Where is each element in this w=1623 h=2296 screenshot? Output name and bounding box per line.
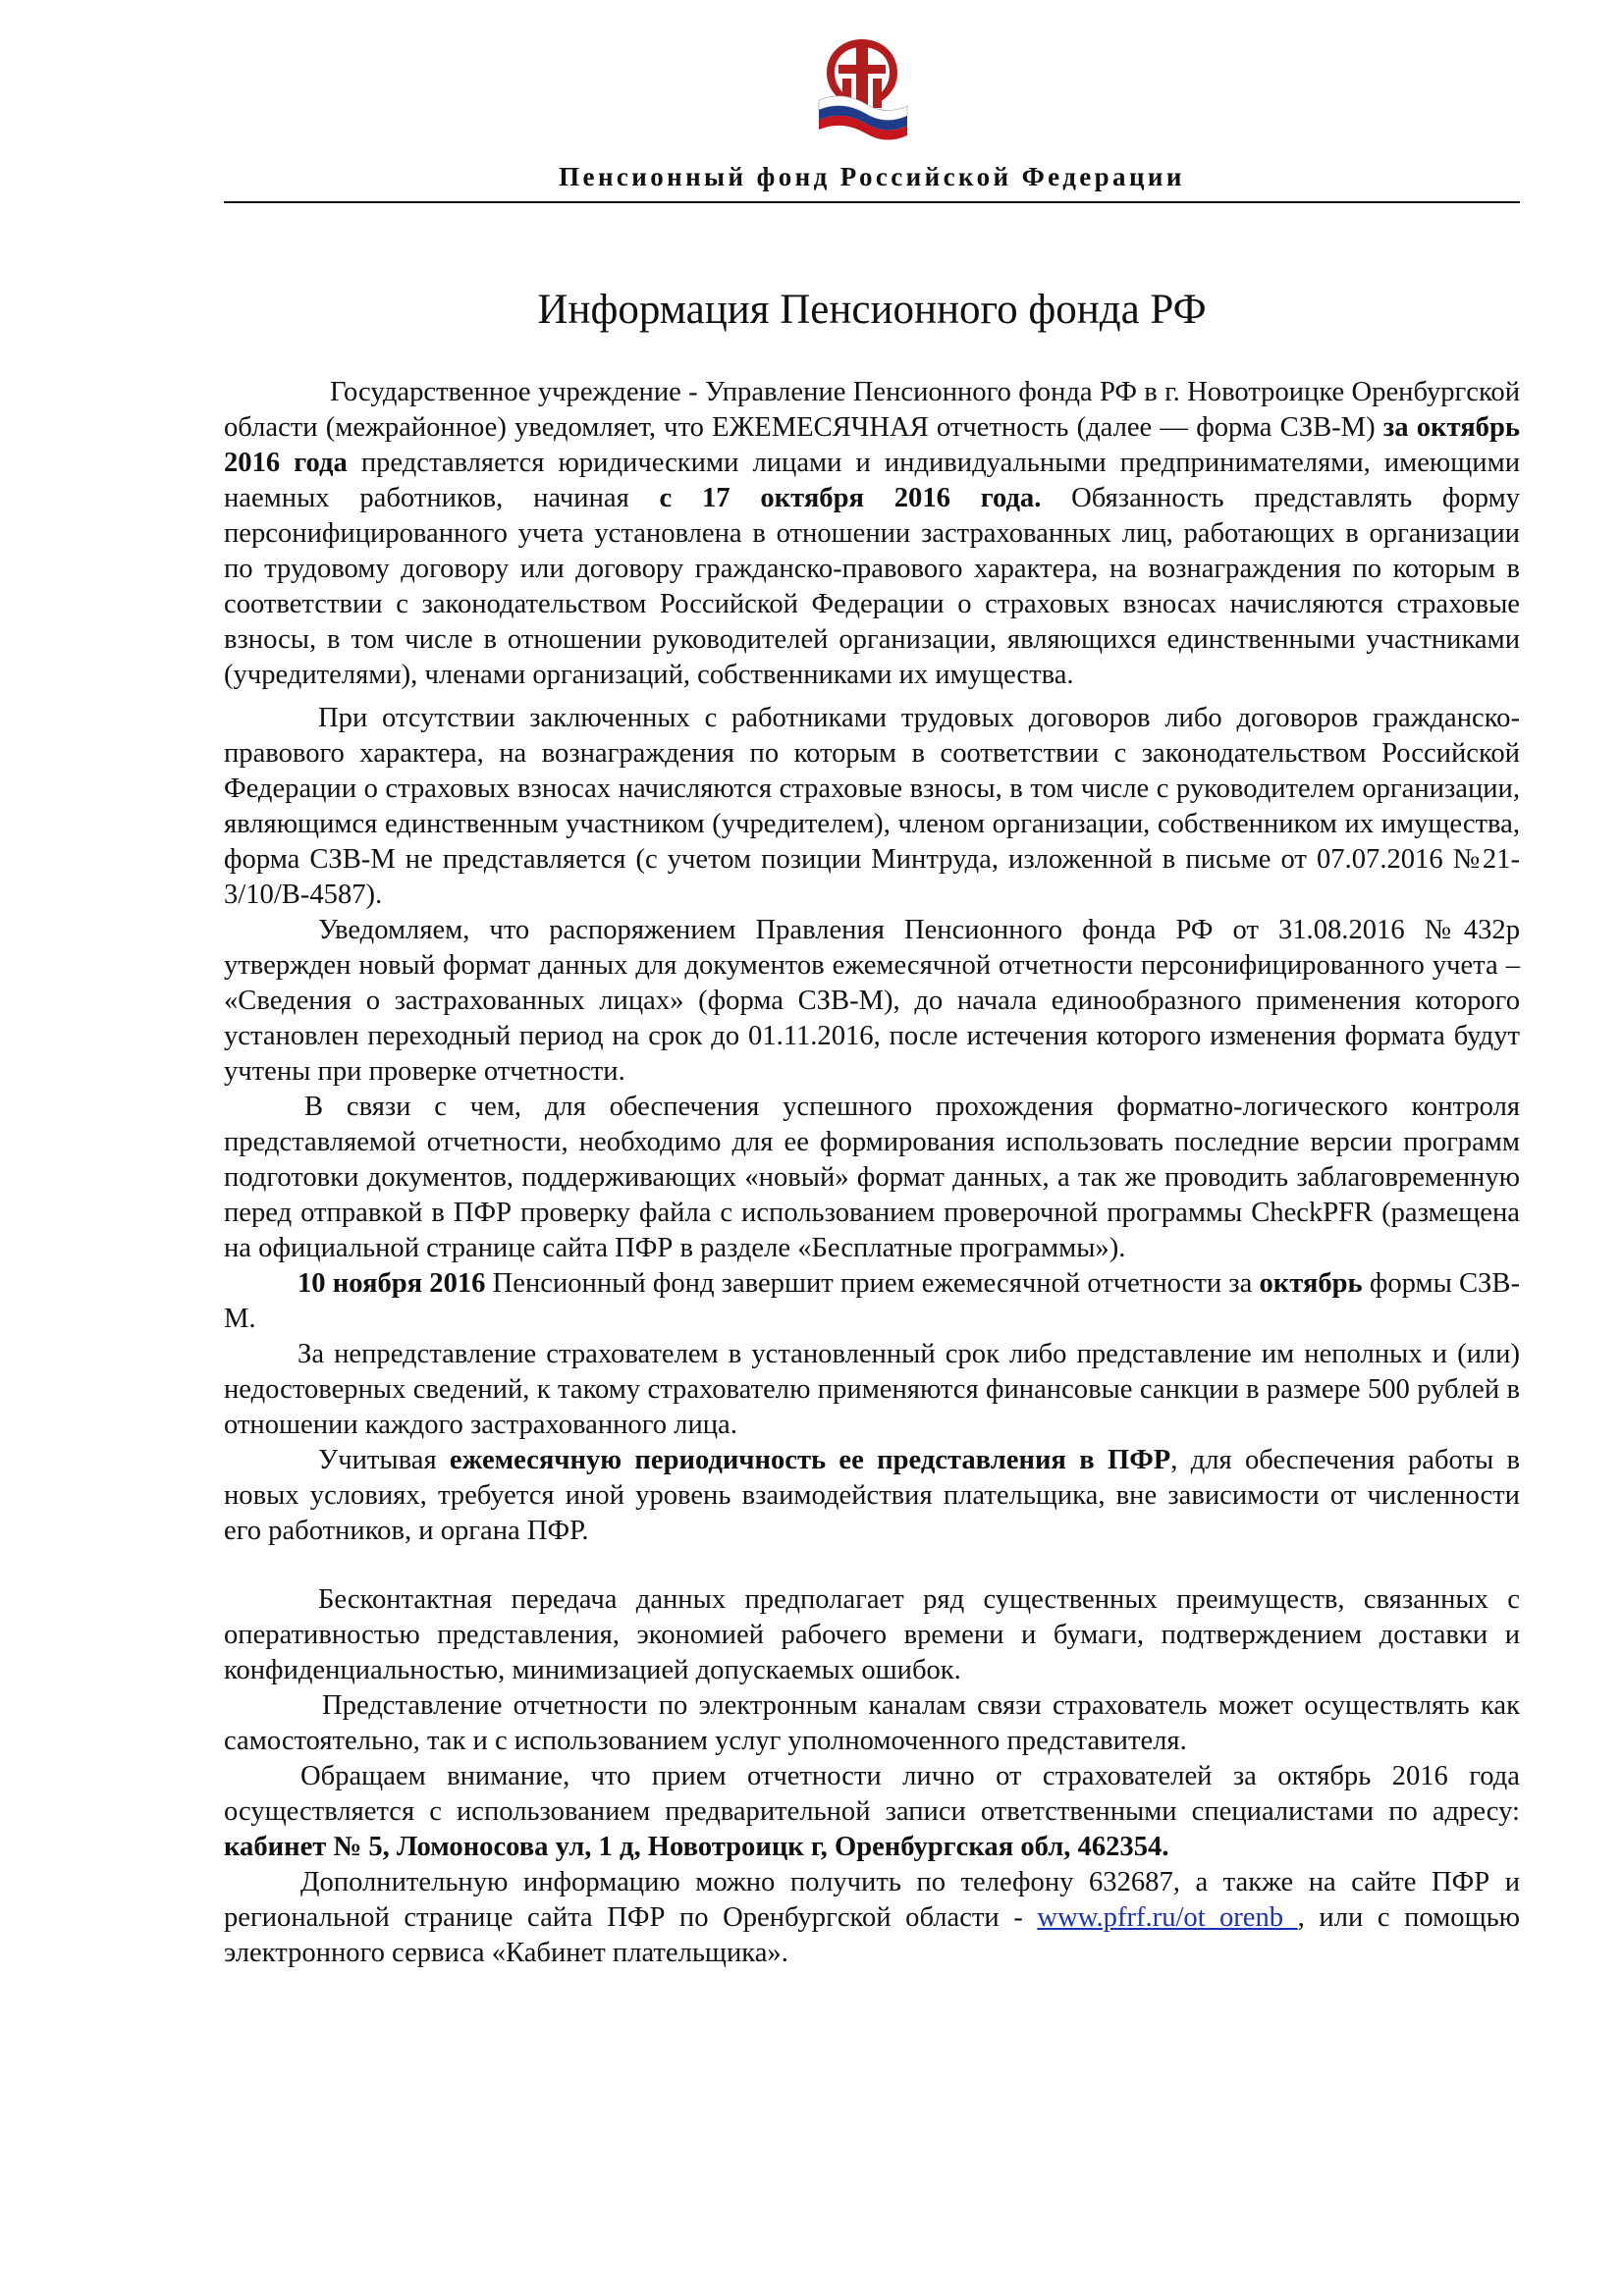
header-divider xyxy=(224,201,1520,203)
paragraph-9: Представление отчетности по электронным каналам связи страхователь может осуществлять как самостоятельно, так и с использованием услуг уполномоченного представителя. xyxy=(224,1690,1520,1756)
paragraph-4: В связи с чем, для обеспечения успешного прохождения форматно-логического контроля представляемой отчетности, необходимо для ее формирования использовать последние версии программ подготовки документов, поддерживающих «новый» формат данных, а так же проводить заблаговременную перед отправкой в ПФР проверку файла с использованием проверочной программы CheckPFR (размещена на официальной странице сайта ПФР в разделе «Бесплатные программы»). xyxy=(224,1092,1520,1263)
paragraph-10: Обращаем внимание, что прием отчетности лично от страхователей за октябрь 2016 года осуществляется с использованием предварительной записи ответственными специалистами по адресу: кабинет № 5, Ломоносова ул, 1 д, Новотроицк г, Оренбургская обл, 462354. xyxy=(224,1761,1520,1862)
organization-name: Пенсионный фонд Российской Федерации xyxy=(559,162,1185,191)
pfr-region-link[interactable]: www.pfrf.ru/ot_orenb xyxy=(1037,1902,1298,1933)
paragraph-1: Государственное учреждение - Управление Пенсионного фонда РФ в г. Новотроицке Оренбургской области (межрайонное) уведомляет, что ЕЖЕМЕСЯЧНАЯ отчетность (далее — форма СЗВ-М) за октябрь 2016 года представляется юридическими лицами и индивидуальными предпринимателями, имеющими наемных работников, начиная с 17 октября 2016 года. Обязанность представлять форму персонифицированного учета установлена в отношении застрахованных лиц, работающих в организации по трудовому договору или договору гражданско-правового характера, на вознаграждения по которым в соответствии с законодательством Российской Федерации о страховых взносах начисляются страховые взносы, в том числе в отношении руководителей организации, являющихся единственными участниками (учредителями), членами организаций, собственниками их имущества. xyxy=(224,377,1520,690)
paragraph-6: За непредставление страхователем в установленный срок либо представление им неполных и (или) недостоверных сведений, к такому страхователю применяются финансовые санкции в размере 500 рублей в отношении каждого застрахованного лица. xyxy=(224,1339,1520,1440)
pfr-logo-icon xyxy=(813,35,911,143)
document-title: Информация Пенсионного фонда РФ xyxy=(537,286,1207,333)
paragraph-5: 10 ноября 2016 Пенсионный фонд завершит прием ежемесячной отчетности за октябрь формы СЗВ-М. xyxy=(224,1268,1520,1334)
document-body xyxy=(224,375,1520,1971)
paragraph-7: Учитывая ежемесячную периодичность ее представления в ПФР, для обеспечения работы в новых условиях, требуется иной уровень взаимодействия плательщика, вне зависимости от численности его работников, и органа ПФР. xyxy=(224,1445,1520,1546)
paragraph-8: Бесконтактная передача данных предполагает ряд существенных преимуществ, связанных с оперативностью представления, экономией рабочего времени и бумаги, подтверждением доставки и конфиденциальностью, минимизацией допускаемых ошибок. xyxy=(224,1584,1520,1685)
paragraph-3: Уведомляем, что распоряжением Правления Пенсионного фонда РФ от 31.08.2016 №432р утвержден новый формат данных для документов ежемесячной отчетности персонифицированного учета – «Сведения о застрахованных лицах» (форма СЗВ-М), до начала единообразного применения которого установлен переходный период на срок до 01.11.2016, после истечения которого изменения формата будут учтены при проверке отчетности. xyxy=(224,915,1520,1087)
paragraph-2: При отсутствии заключенных с работниками трудовых договоров либо договоров гражданско-правового характера, на вознаграждения по которым в соответствии с законодательством Российской Федерации о страховых взносах начисляются страховые взносы, в том числе с руководителем организации, являющимся единственным участником (учредителем), членом организации, собственником их имущества, форма СЗВ-М не представляется (с учетом позиции Минтруда, изложенной в письме от 07.07.2016 №21-3/10/В-4587). xyxy=(224,703,1520,910)
paragraph-11: Дополнительную информацию можно получить по телефону 632687, а также на сайте ПФР и региональной странице сайта ПФР по Оренбургской области - www.pfrf.ru/ot_orenb , или с помощью электронного сервиса «Кабинет плательщика». xyxy=(224,1867,1520,1968)
